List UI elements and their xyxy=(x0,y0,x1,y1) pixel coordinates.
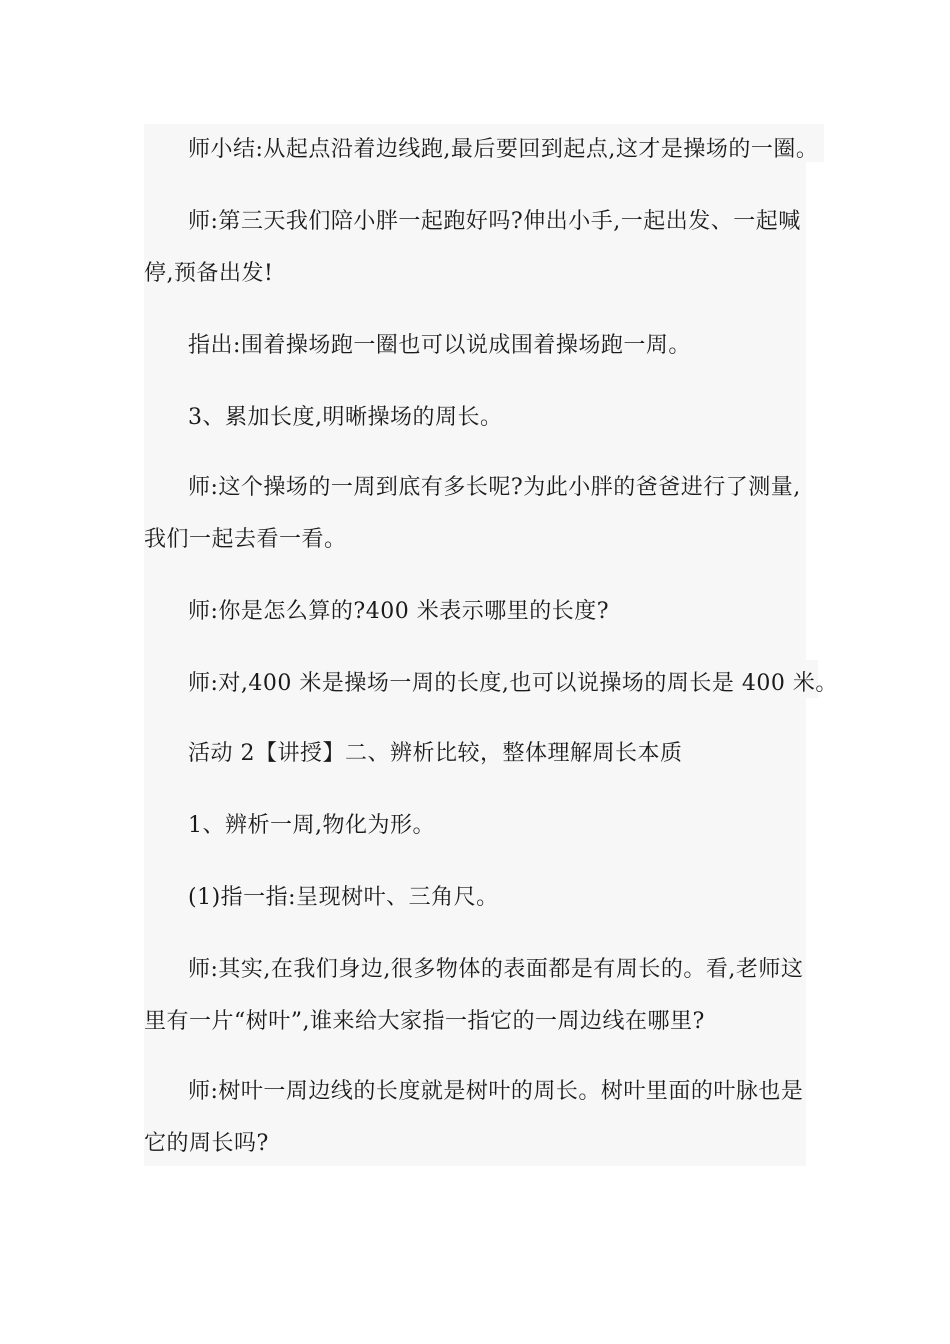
paragraph: 师:树叶一周边线的长度就是树叶的周长。树叶里面的叶脉也是它的周长吗? xyxy=(144,1079,804,1156)
paragraph: 师:第三天我们陪小胖一起跑好吗?伸出小手,一起出发、一起喊停,预备出发! xyxy=(144,209,801,286)
paragraph: 1、辨析一周,物化为形。 xyxy=(188,813,435,838)
paragraph: (1)指一指:呈现树叶、三角尺。 xyxy=(188,885,499,910)
paragraph: 师:这个操场的一周到底有多长呢?为此小胖的爸爸进行了测量,我们一起去看一看。 xyxy=(144,475,801,552)
paragraph: 师:你是怎么算的?400 米表示哪里的长度? xyxy=(188,599,609,624)
paragraph: 师小结:从起点沿着边线跑,最后要回到起点,这才是操场的一圈。 xyxy=(188,137,819,162)
paragraph: 师:对,400 米是操场一周的长度,也可以说操场的周长是 400 米。 xyxy=(188,671,838,696)
section-heading: 活动 2【讲授】二、辨析比较，整体理解周长本质 xyxy=(188,741,683,766)
paragraph: 3、累加长度,明晰操场的周长。 xyxy=(188,405,503,430)
paragraph: 指出:围着操场跑一圈也可以说成围着操场跑一周。 xyxy=(188,333,691,358)
paragraph: 师:其实,在我们身边,很多物体的表面都是有周长的。看,老师这里有一片“树叶”,谁来给大家指一指它的一周边线在哪里? xyxy=(144,957,804,1034)
